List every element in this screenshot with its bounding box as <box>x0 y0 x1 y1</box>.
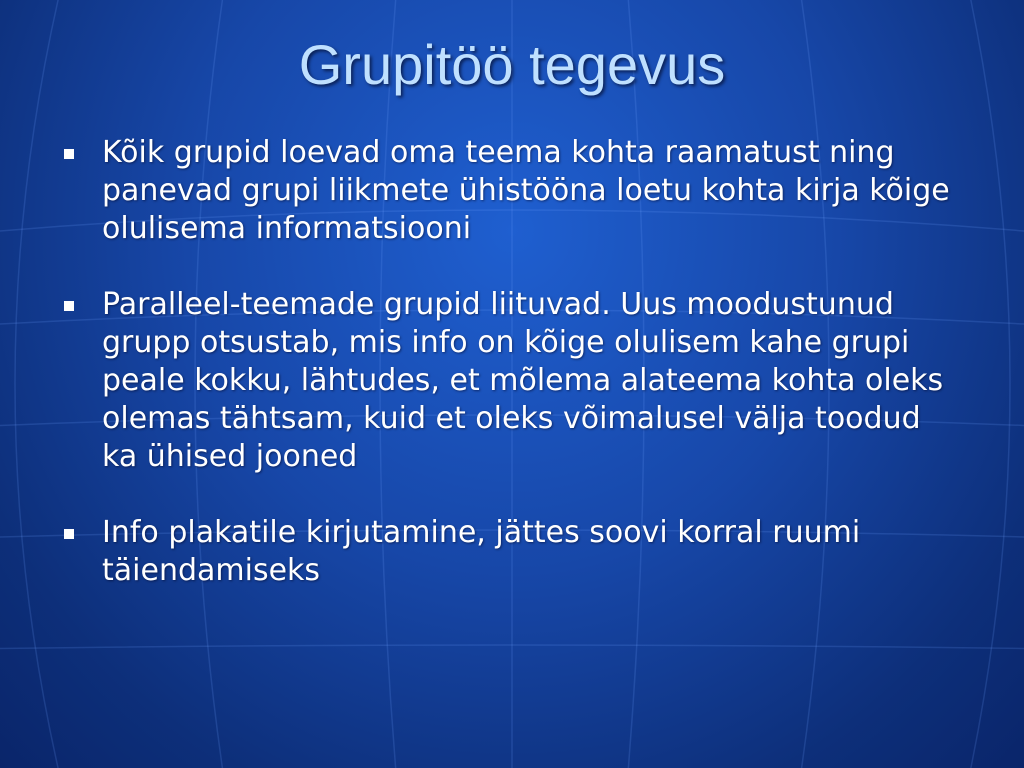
bullet-list <box>60 134 960 590</box>
bullet-item <box>60 134 960 248</box>
bullet-text: Info plakatile kirjutamine, jättes soovi korral ruumi täiendamiseks <box>102 515 861 588</box>
bullet-item <box>60 286 960 476</box>
bullet-text: Paralleel-teemade grupid liituvad. Uus moodustunud grupp otsustab, mis info on kõige olulisem kahe grupi peale kokku, lähtudes, et mõlema alateema kohta oleks olemas tähtsam, kuid et oleks võimalusel välja toodud ka ühised jooned <box>102 287 944 474</box>
square-bullet-icon <box>64 529 74 539</box>
square-bullet-icon <box>64 301 74 311</box>
bullet-text: Kõik grupid loevad oma teema kohta raamatust ning panevad grupi liikmete ühistööna loetu kohta kirja kõige olulisema informatsiooni <box>102 135 950 246</box>
bullet-item <box>60 514 960 590</box>
slide-title: Grupitöö tegevus <box>298 33 726 96</box>
square-bullet-icon <box>64 149 74 159</box>
